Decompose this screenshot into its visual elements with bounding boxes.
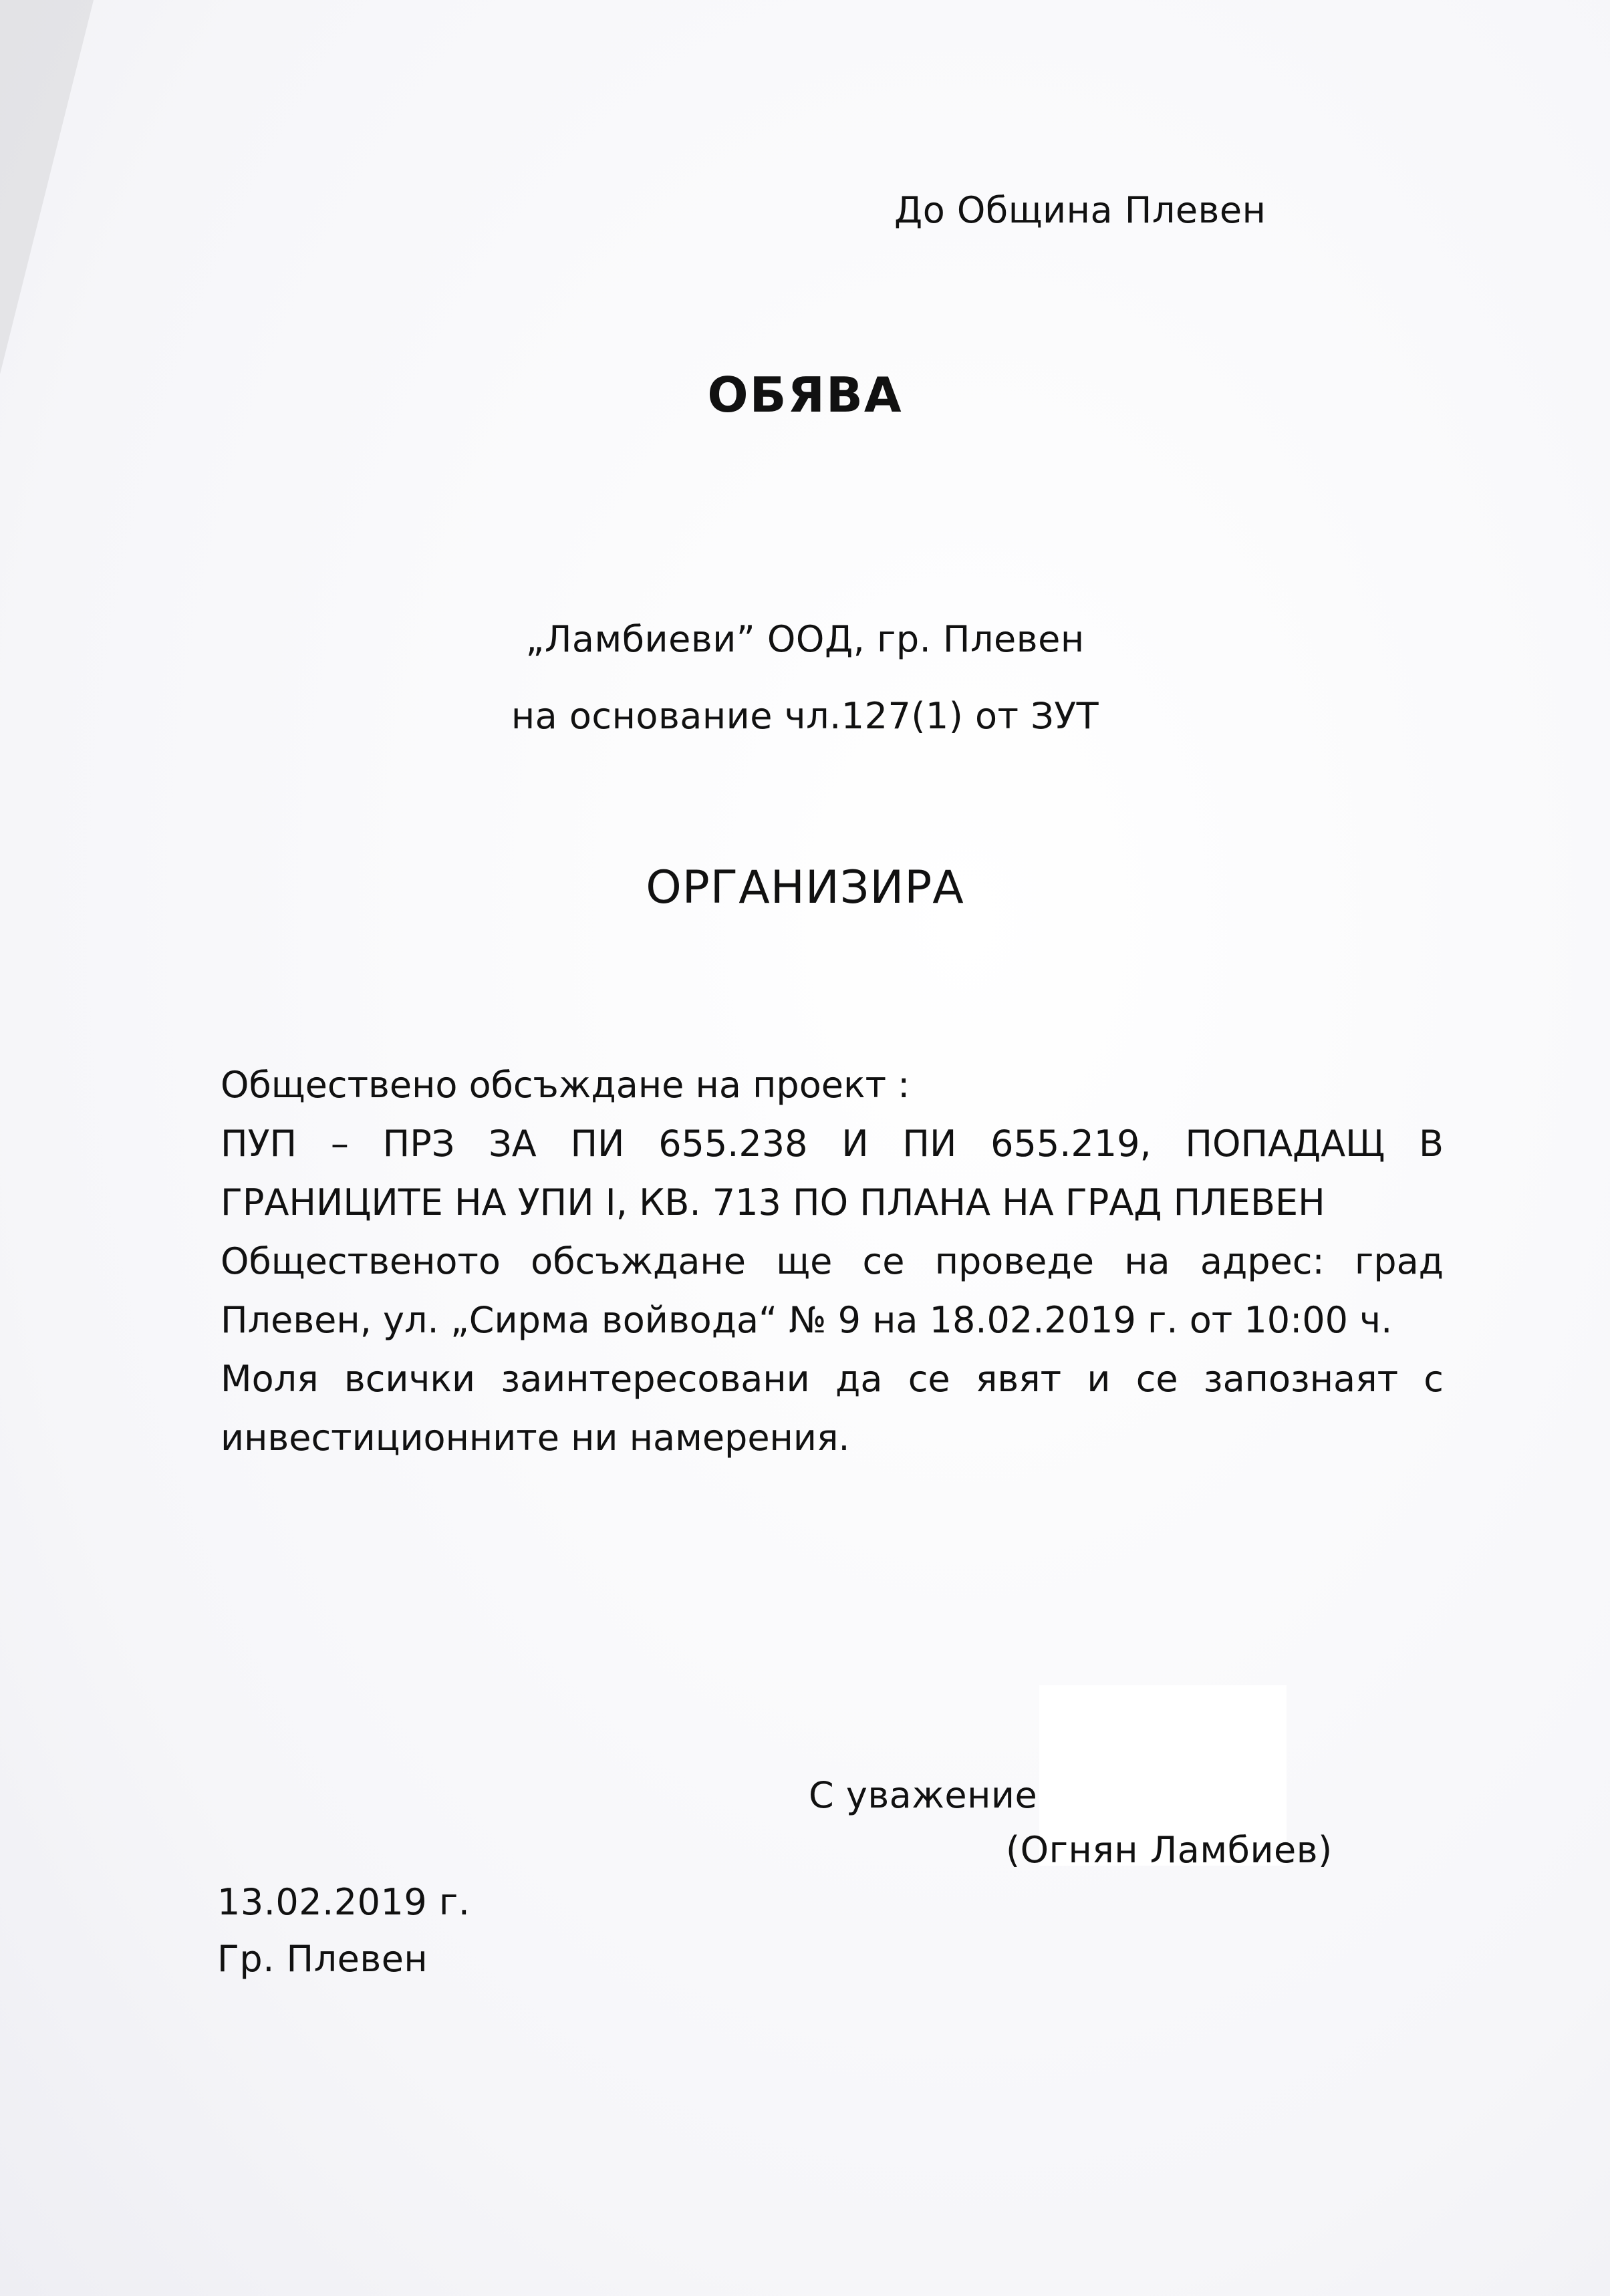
project-line-2: ГРАНИЦИТЕ НА УПИ I, КВ. 713 ПО ПЛАНА НА ГРАД ПЛЕВЕН — [221, 1181, 1325, 1224]
legal-basis: на основание чл.127(1) от ЗУТ — [511, 695, 1099, 737]
closing-salutation: С уважение — [809, 1774, 1038, 1816]
venue-line-2: Плевен, ул. „Сирма войвода“ № 9 на 18.02.2019 г. от 10:00 ч. — [221, 1299, 1393, 1341]
document-title: ОБЯВА — [707, 367, 903, 423]
company-name: „Ламбиеви” ООД, гр. Плевен — [525, 618, 1085, 660]
signatory-name: (Огнян Ламбиев) — [1006, 1829, 1333, 1871]
body-intro: Обществено обсъждане на проект : — [221, 1064, 910, 1106]
venue-line-1: Общественото обсъждане ще се проведе на адрес: град — [221, 1240, 1444, 1282]
action-heading: ОРГАНИЗИРА — [646, 861, 964, 914]
document-date: 13.02.2019 г. — [217, 1881, 471, 1923]
page-fold-shadow — [0, 0, 94, 374]
announcement-body — [221, 1056, 1444, 1467]
project-line-1: ПУП – ПРЗ ЗА ПИ 655.238 И ПИ 655.219, ПОПАДАЩ В — [221, 1123, 1444, 1165]
document-place: Гр. Плевен — [217, 1938, 428, 1980]
invite-line-1: Моля всички заинтересовани да се явят и се запознаят с — [221, 1358, 1444, 1400]
addressee: До Община Плевен — [894, 189, 1266, 231]
invite-line-2: инвестиционните ни намерения. — [221, 1417, 850, 1459]
